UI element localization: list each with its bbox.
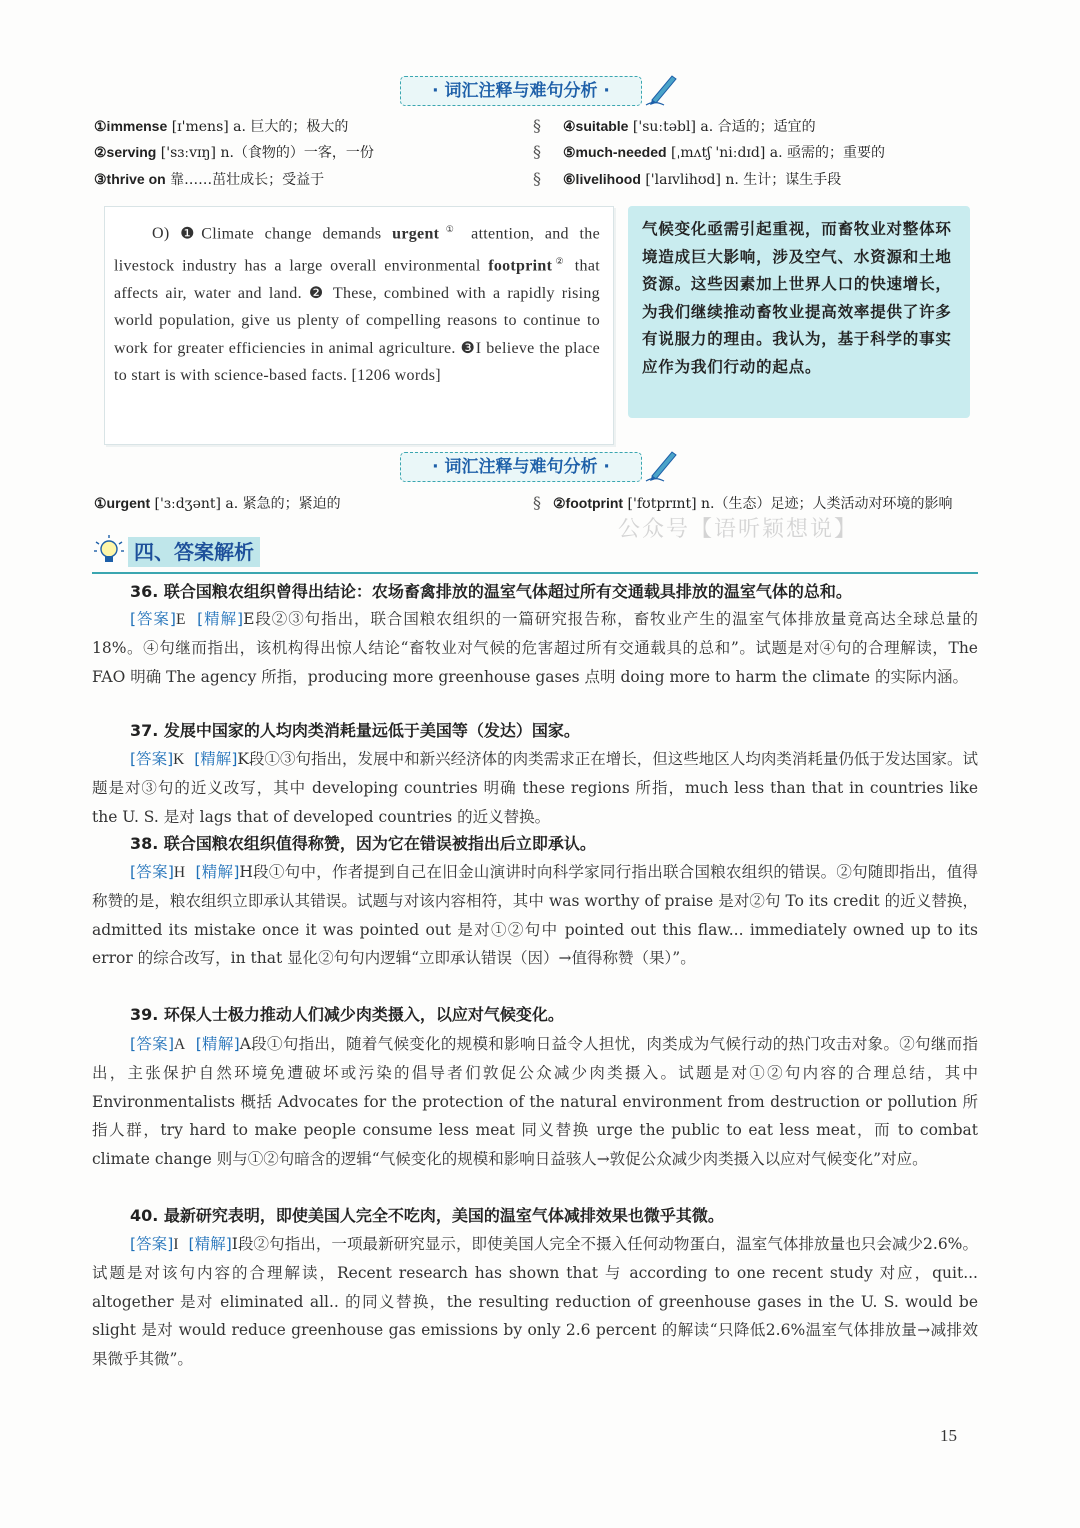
separator-icon: § [533,493,541,512]
vocab-item: ⑤much-needed [ˌmʌtʃ 'niːdɪd] a. 亟需的；重要的 [563,144,886,161]
watermark: 公众号【语听颖想说】 [618,517,859,542]
separator-icon: § [533,169,541,188]
separator-icon: § [533,116,541,135]
vocab-banner: · 词汇注释与难句分析 · [400,452,642,482]
section-title: 四、答案解析 [128,537,260,567]
vocab-item: ②footprint ['fʊtprɪnt] n.（生态）足迹；人类活动对环境的影响 [553,495,953,512]
question-title: 37. 发展中国家的人均肉类消耗量远低于美国等（发达）国家。 [130,721,580,740]
question-analysis: [答案]I [精解]I段②句指出，一项最新研究显示，即使美国人完全不摄入任何动物蛋白，温室气体排放量也只会减少2.6%。试题是对该句内容的合理解读，Recent research has shown that 与 according to one recent study 对应，quit... altogether 是对 eliminated all.. 的同义替换，the resulting reduction of greenhouse gases in the U. S. would be slight 是对 would reduce greenhouse gas emissions by only 2.6 percent 的解读“只降低2.6%温室气体排放量→减排效果微乎其微”。 [92,1235,978,1368]
vocab-item: ⑥livelihood ['laɪvlihʊd] n. 生计；谋生手段 [563,171,842,188]
pen-icon [644,70,680,106]
pen-icon [644,446,680,482]
lightbulb-icon [92,534,126,568]
question-title: 40. 最新研究表明，即使美国人完全不吃肉，美国的温室气体减排效果也微乎其微。 [130,1206,724,1225]
question-analysis: [答案]H [精解]H段①句中，作者提到自己在旧金山演讲时向科学家同行指出联合国粮农组织的错误。②句随即指出，值得称赞的是，粮农组织立即承认其错误。试题与对该内容相符，其中 was worthy of praise 是对②句 To its credit 的近义替换，admitted its mistake once it was pointed out 是对①②句中 pointed out this flaw... immediately owned up to its error 的综合改写，in that 显化②句句内逻辑“立即承认错误（因）→值得称赞（果）”。 [92,863,978,968]
question-analysis: [答案]E [精解]E段②③句指出，联合国粮农组织的一篇研究报告称，畜牧业产生的温室气体排放量竟高达全球总量的18%。④句继而指出，该机构得出惊人结论“畜牧业对气候的危害超过所有交通载具的总和”。试题是对④句的合理解读，The FAO 明确 The agency 所指，producing more greenhouse gases 点明 doing more to harm the climate 的实际内涵。 [92,610,978,686]
vocab-item: ③thrive on 靠……茁壮成长；受益于 [94,171,325,188]
vocab-item: ④suitable ['suːtəbl] a. 合适的；适宜的 [563,118,816,135]
translation-text: 气候变化亟需引起重视，而畜牧业对整体环境造成巨大影响，涉及空气、水资源和土地资源。这些因素加上世界人口的快速增长，为我们继续推动畜牧业提高效率提供了许多有说服力的理由。我认为，基于科学的事实应作为我们行动的起点。 [642,220,952,376]
question-analysis: [答案]K [精解]K段①③句指出，发展中和新兴经济体的肉类需求正在增长，但这些地区人均肉类消耗量仍低于发达国家。试题是对③句的近义改写，其中 developing countries 明确 these regions 所指，much less than that in countries like the U. S. 是对 lags that of developed countries 的近义替换。 [92,750,978,826]
question-analysis: [答案]A [精解]A段①句指出，随着气候变化的规模和影响日益令人担忧，肉类成为气候行动的热门攻击对象。②句继而指出，主张保护自然环境免遭破坏或污染的倡导者们敦促公众减少肉类摄入。试题是对①②句内容的合理总结，其中 Environmentalists 概括 Advocates for the protection of the natural environment from destruction or pollution 所指人群，try hard to make people consume less meat 同义替换 urge the public to eat less meat，而 to combat climate change 则与①②句暗含的逻辑“气候变化的规模和影响日益骇人→敦促公众减少肉类摄入以应对气候变化”对应。 [92,1035,978,1168]
question-title: 36. 联合国粮农组织曾得出结论：农场畜禽排放的温室气体超过所有交通载具排放的温室气体的总和。 [130,582,852,601]
separator-icon: § [533,142,541,161]
vocab-item: ①immense [ɪ'mens] a. 巨大的；极大的 [94,118,349,135]
page-number: 15 [940,1426,957,1445]
question-title: 38. 联合国粮农组织值得称赞，因为它在错误被指出后立即承认。 [130,834,596,853]
vocab-banner: · 词汇注释与难句分析 · [400,76,642,106]
vocab-item: ①urgent ['ɜːdʒənt] a. 紧急的；紧迫的 [94,495,341,512]
question-title: 39. 环保人士极力推动人们减少肉类摄入，以应对气候变化。 [130,1005,564,1024]
passage-text: O) ❶Climate change demands urgent① attention, and the livestock industry has a large overall environmental footprint② that affects air, water and land. ❷ These, combined with a rapidly rising world population, give us plenty of compelling reasons to continue to work for greater efficiencies in animal agriculture. ❸I believe the place to start is with science-based facts. [1206 words] [114,224,600,385]
vocab-item: ②serving ['sɜːvɪŋ] n.（食物的）一客，一份 [94,144,374,161]
